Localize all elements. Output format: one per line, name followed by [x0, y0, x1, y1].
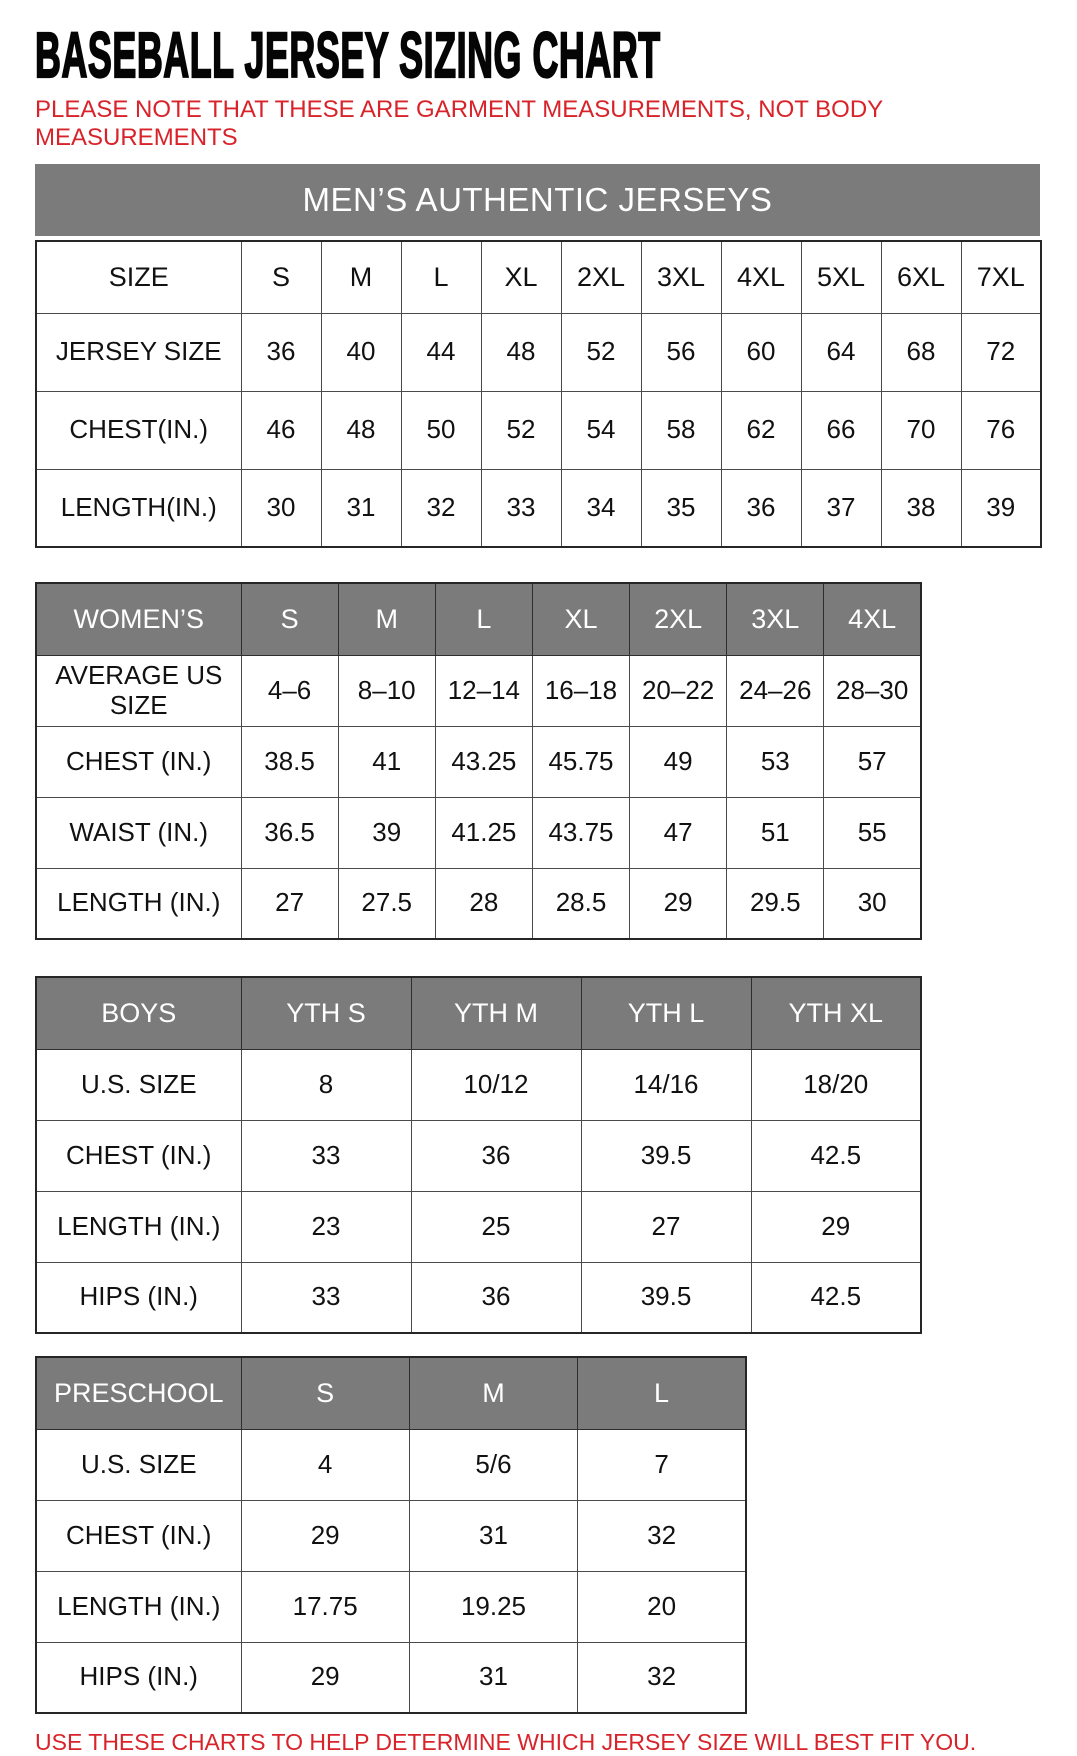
womens-cell: 20–22 [630, 655, 727, 726]
mens-cell: 40 [321, 313, 401, 391]
mens-cell: 30 [241, 469, 321, 547]
boys-header-label: BOYS [36, 977, 241, 1049]
mens-cell: 37 [801, 469, 881, 547]
mens-cell: 46 [241, 391, 321, 469]
womens-size-header: M [338, 583, 435, 655]
womens-size-header: L [435, 583, 532, 655]
womens-row-label: AVERAGE US SIZE [36, 655, 241, 726]
mens-cell: 52 [481, 391, 561, 469]
mens-cell: 64 [801, 313, 881, 391]
womens-cell: 8–10 [338, 655, 435, 726]
womens-cell: 47 [630, 797, 727, 868]
preschool-size-header: M [409, 1357, 577, 1429]
womens-cell: 55 [824, 797, 921, 868]
womens-cell: 49 [630, 726, 727, 797]
page-title [35, 19, 1040, 91]
preschool-cell: 31 [409, 1500, 577, 1571]
mens-size-header: 5XL [801, 241, 881, 313]
boys-row [36, 1120, 921, 1191]
boys-row [36, 1049, 921, 1120]
preschool-sizing-table [35, 1356, 747, 1714]
preschool-cell: 32 [578, 1642, 746, 1713]
womens-cell: 27.5 [338, 868, 435, 939]
preschool-cell: 4 [241, 1429, 409, 1500]
mens-cell: 76 [961, 391, 1041, 469]
preschool-cell: 29 [241, 1642, 409, 1713]
preschool-header-label: PRESCHOOL [36, 1357, 241, 1429]
boys-size-header: YTH L [581, 977, 751, 1049]
boys-sizing-table [35, 976, 922, 1334]
preschool-cell: 31 [409, 1642, 577, 1713]
mens-cell: 70 [881, 391, 961, 469]
preschool-cell: 19.25 [409, 1571, 577, 1642]
womens-cell: 39 [338, 797, 435, 868]
mens-size-header: XL [481, 241, 561, 313]
womens-cell: 57 [824, 726, 921, 797]
boys-size-header: YTH XL [751, 977, 921, 1049]
womens-size-header: 4XL [824, 583, 921, 655]
preschool-row [36, 1571, 746, 1642]
mens-cell: 35 [641, 469, 721, 547]
womens-cell: 27 [241, 868, 338, 939]
womens-cell: 43.25 [435, 726, 532, 797]
boys-cell: 29 [751, 1191, 921, 1262]
boys-cell: 42.5 [751, 1262, 921, 1333]
mens-cell: 36 [721, 469, 801, 547]
preschool-cell: 29 [241, 1500, 409, 1571]
mens-cell: 48 [481, 313, 561, 391]
boys-row-label: LENGTH (IN.) [36, 1191, 241, 1262]
footer-text: USE THESE CHARTS TO HELP DETERMINE WHICH JERSEY SIZE WILL BEST FIT YOU. [35, 1729, 977, 1755]
boys-cell: 39.5 [581, 1262, 751, 1333]
preschool-size-header: L [578, 1357, 746, 1429]
boys-cell: 10/12 [411, 1049, 581, 1120]
page-title-text: BASEBALL JERSEY SIZING CHART [35, 19, 661, 91]
womens-cell: 43.75 [532, 797, 629, 868]
preschool-row-label: HIPS (IN.) [36, 1642, 241, 1713]
womens-cell: 12–14 [435, 655, 532, 726]
boys-row-label: HIPS (IN.) [36, 1262, 241, 1333]
womens-row-label: CHEST (IN.) [36, 726, 241, 797]
mens-cell: 31 [321, 469, 401, 547]
mens-cell: 48 [321, 391, 401, 469]
mens-size-header: 4XL [721, 241, 801, 313]
womens-size-header: 3XL [727, 583, 824, 655]
preschool-header-row [36, 1357, 746, 1429]
preschool-row-label: U.S. SIZE [36, 1429, 241, 1500]
boys-cell: 39.5 [581, 1120, 751, 1191]
mens-cell: 54 [561, 391, 641, 469]
mens-row-label: JERSEY SIZE [36, 313, 241, 391]
womens-cell: 4–6 [241, 655, 338, 726]
mens-cell: 33 [481, 469, 561, 547]
boys-row [36, 1262, 921, 1333]
mens-cell: 36 [241, 313, 321, 391]
mens-cell: 44 [401, 313, 481, 391]
mens-row-label: LENGTH(IN.) [36, 469, 241, 547]
preschool-size-header: S [241, 1357, 409, 1429]
mens-cell: 72 [961, 313, 1041, 391]
mens-cell: 34 [561, 469, 641, 547]
preschool-cell: 5/6 [409, 1429, 577, 1500]
womens-cell: 28.5 [532, 868, 629, 939]
womens-cell: 41 [338, 726, 435, 797]
preschool-cell: 17.75 [241, 1571, 409, 1642]
mens-table-banner-text: MEN’S AUTHENTIC JERSEYS [302, 181, 773, 218]
boys-cell: 27 [581, 1191, 751, 1262]
preschool-cell: 7 [578, 1429, 746, 1500]
boys-row [36, 1191, 921, 1262]
womens-cell: 53 [727, 726, 824, 797]
preschool-cell: 32 [578, 1500, 746, 1571]
boys-cell: 36 [411, 1120, 581, 1191]
mens-row [36, 313, 1041, 391]
mens-size-header: 7XL [961, 241, 1041, 313]
boys-size-header: YTH M [411, 977, 581, 1049]
boys-cell: 36 [411, 1262, 581, 1333]
womens-size-header: S [241, 583, 338, 655]
mens-size-header: 2XL [561, 241, 641, 313]
boys-cell: 33 [241, 1262, 411, 1333]
boys-cell: 33 [241, 1120, 411, 1191]
womens-cell: 30 [824, 868, 921, 939]
preschool-cell: 20 [578, 1571, 746, 1642]
womens-cell: 28 [435, 868, 532, 939]
womens-cell: 16–18 [532, 655, 629, 726]
womens-header-row [36, 583, 921, 655]
womens-size-header: 2XL [630, 583, 727, 655]
garment-measurement-note: PLEASE NOTE THAT THESE ARE GARMENT MEASUREMENTS, NOT BODY MEASUREMENTS [35, 96, 883, 151]
mens-size-header: L [401, 241, 481, 313]
womens-cell: 41.25 [435, 797, 532, 868]
mens-cell: 52 [561, 313, 641, 391]
mens-table-banner [35, 164, 1040, 236]
womens-row [36, 726, 921, 797]
mens-sizing-table [35, 240, 1042, 548]
mens-size-header: M [321, 241, 401, 313]
mens-cell: 32 [401, 469, 481, 547]
womens-cell: 38.5 [241, 726, 338, 797]
mens-row [36, 391, 1041, 469]
mens-header-row [36, 241, 1041, 313]
boys-cell: 42.5 [751, 1120, 921, 1191]
mens-row-label: CHEST(IN.) [36, 391, 241, 469]
preschool-row [36, 1429, 746, 1500]
womens-cell: 51 [727, 797, 824, 868]
boys-header-row [36, 977, 921, 1049]
womens-header-label: WOMEN’S [36, 583, 241, 655]
womens-cell: 29 [630, 868, 727, 939]
womens-size-header: XL [532, 583, 629, 655]
womens-cell: 24–26 [727, 655, 824, 726]
boys-cell: 25 [411, 1191, 581, 1262]
boys-row-label: U.S. SIZE [36, 1049, 241, 1120]
womens-cell: 45.75 [532, 726, 629, 797]
boys-size-header: YTH S [241, 977, 411, 1049]
preschool-row-label: LENGTH (IN.) [36, 1571, 241, 1642]
mens-cell: 50 [401, 391, 481, 469]
womens-row [36, 868, 921, 939]
womens-sizing-table [35, 582, 922, 940]
boys-row-label: CHEST (IN.) [36, 1120, 241, 1191]
womens-cell: 29.5 [727, 868, 824, 939]
womens-cell: 28–30 [824, 655, 921, 726]
preschool-row [36, 1642, 746, 1713]
womens-row-label: LENGTH (IN.) [36, 868, 241, 939]
boys-cell: 23 [241, 1191, 411, 1262]
mens-size-header: 3XL [641, 241, 721, 313]
womens-row-label: WAIST (IN.) [36, 797, 241, 868]
mens-header-label: SIZE [36, 241, 241, 313]
mens-row [36, 469, 1041, 547]
boys-cell: 14/16 [581, 1049, 751, 1120]
boys-cell: 18/20 [751, 1049, 921, 1120]
mens-cell: 58 [641, 391, 721, 469]
mens-cell: 56 [641, 313, 721, 391]
womens-row [36, 655, 921, 726]
mens-cell: 68 [881, 313, 961, 391]
boys-cell: 8 [241, 1049, 411, 1120]
mens-size-header: 6XL [881, 241, 961, 313]
mens-cell: 39 [961, 469, 1041, 547]
womens-cell: 36.5 [241, 797, 338, 868]
mens-cell: 38 [881, 469, 961, 547]
mens-cell: 62 [721, 391, 801, 469]
womens-row [36, 797, 921, 868]
mens-cell: 66 [801, 391, 881, 469]
mens-cell: 60 [721, 313, 801, 391]
preschool-row-label: CHEST (IN.) [36, 1500, 241, 1571]
preschool-row [36, 1500, 746, 1571]
mens-size-header: S [241, 241, 321, 313]
